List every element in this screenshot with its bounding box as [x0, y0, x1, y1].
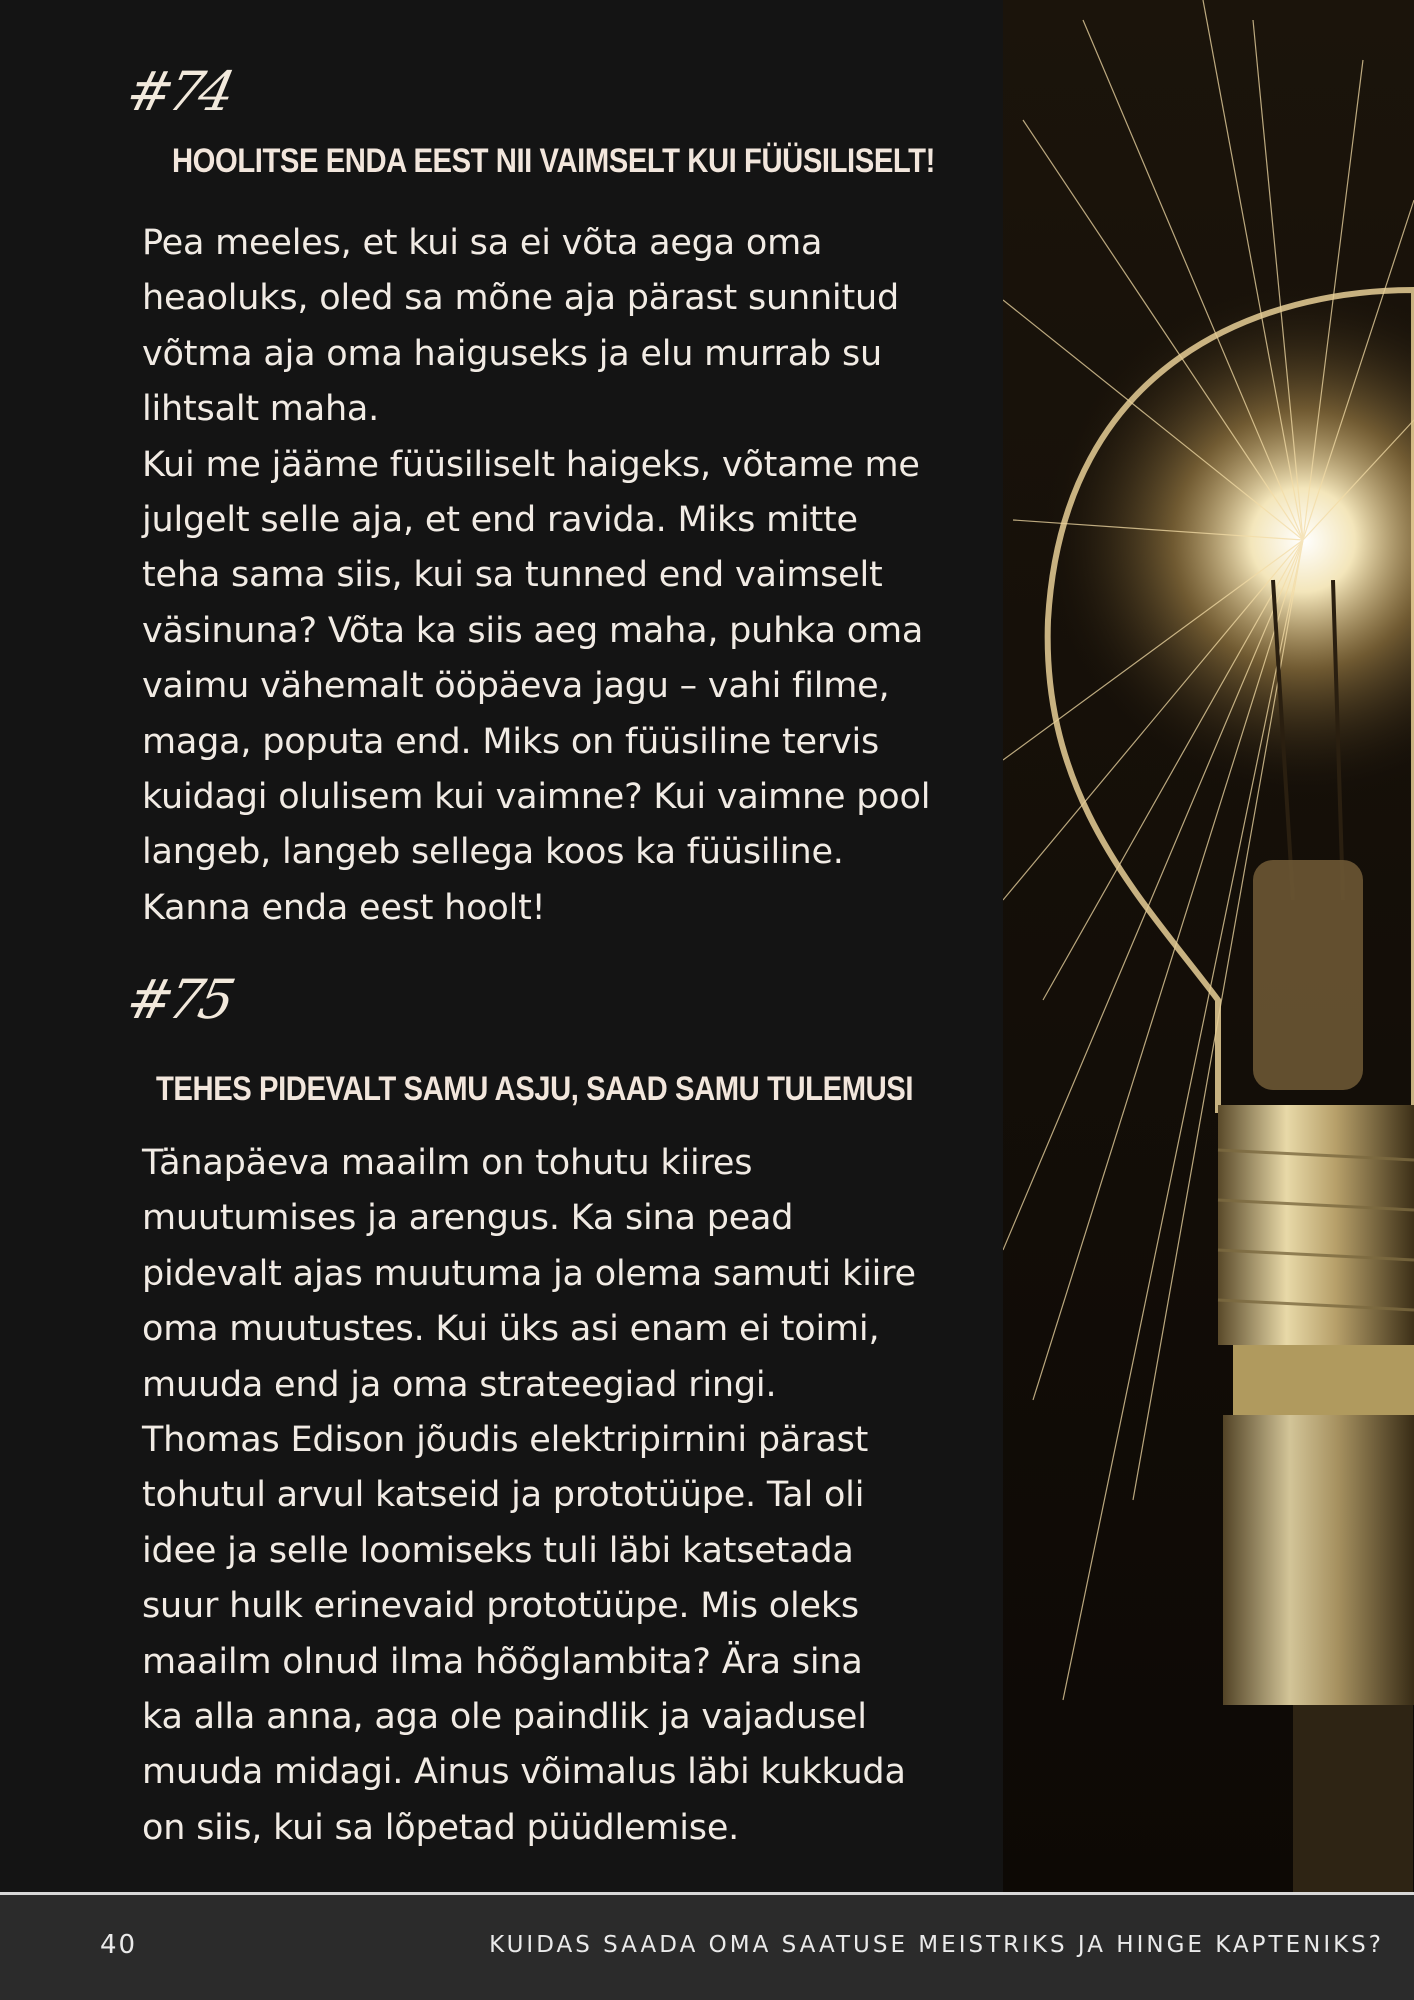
page-number: 40	[100, 1930, 138, 1960]
section-heading-75: TEHES PIDEVALT SAMU ASJU, SAAD SAMU TULEMUSI	[156, 1070, 914, 1108]
light-bulb-photo	[1003, 0, 1414, 1892]
section-heading-74: HOOLITSE ENDA EEST NII VAIMSELT KUI FÜÜSILISELT!	[172, 142, 935, 180]
section-body-74: Pea meeles, et kui sa ei võta aega oma heaoluks, oled sa mõne aja pärast sunnitud võtma aja oma haiguseks ja elu murrab su lihtsalt maha. Kui me jääme füüsiliselt haigeks, võtame me julgelt selle aja, et end ravida. Miks mitte teha sama siis, kui sa tunned end vaimselt väsinuna? Võta ka siis aeg maha, puhka oma vaimu vähemalt ööpäeva jagu – vahi filme, maga, poputa end. Miks on füüsiline tervis kuidagi olulisem kui vaimne? Kui vaimne pool langeb, langeb sellega koos ka füüsiline. Kanna enda eest hoolt!	[142, 223, 931, 928]
light-bulb-sparkler-icon	[1003, 0, 1414, 1892]
section-body-75: Tänapäeva maailm on tohutu kiires muutumises ja arengus. Ka sina pead pidevalt ajas muutuma ja olema samuti kiire oma muutustes. Kui üks asi enam ei toimi, muuda end ja oma strateegiad ringi. Thomas Edison jõudis elektripirnini pärast tohutul arvul katseid ja prototüüpe. Tal oli idee ja selle loomiseks tuli läbi katsetada suur hulk erinevaid prototüüpe. Mis oleks maailm olnud ilma hõõglambita? Ära sina ka alla anna, aga ole paindlik ja vajadusel muuda midagi. Ainus võimalus läbi kukkuda on siis, kui sa lõpetad püüdlemise.	[142, 1143, 916, 1848]
book-title: KUIDAS SAADA OMA SAATUSE MEISTRIKS JA HINGE KAPTENIKS?	[489, 1932, 1384, 1958]
section-number-74: #74	[121, 60, 237, 123]
section-number-75: #75	[121, 968, 237, 1031]
